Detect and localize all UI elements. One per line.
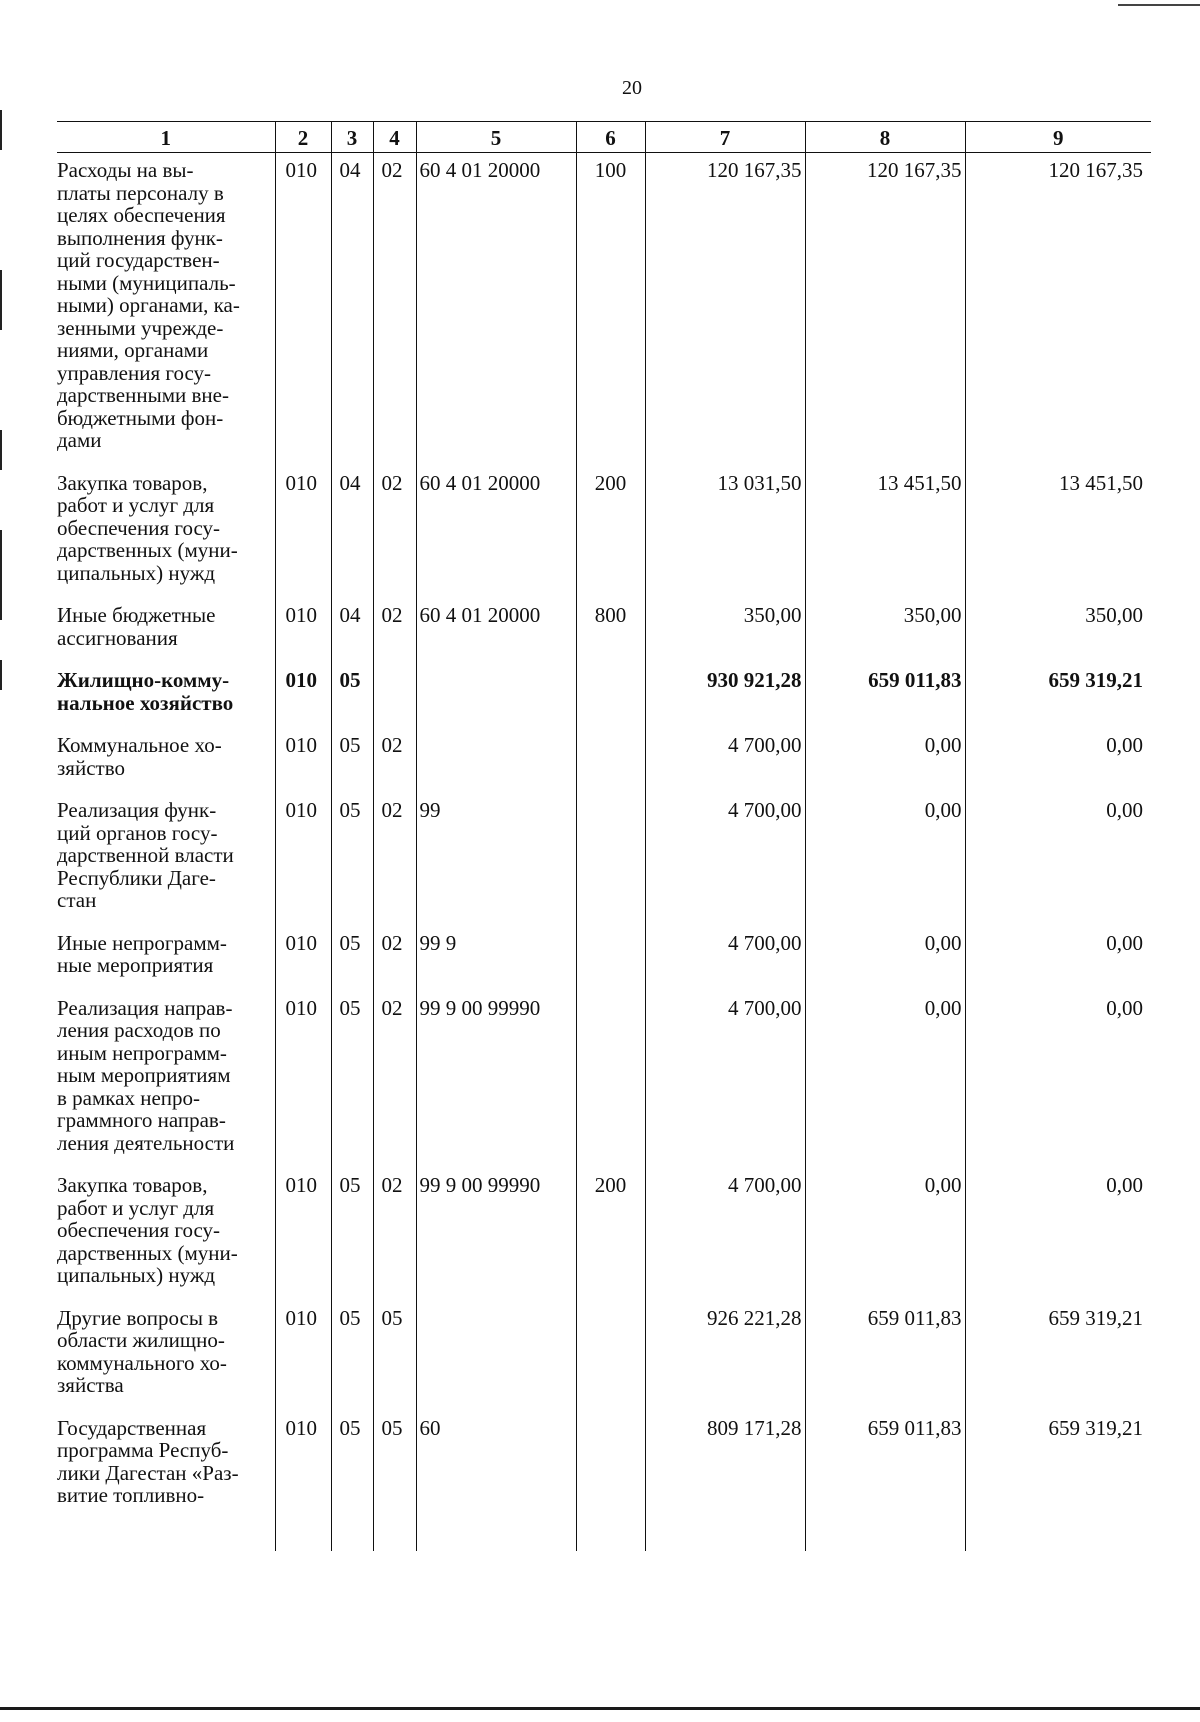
amount-col7: 4 700,00	[645, 793, 805, 926]
subsection-code: 02	[373, 1168, 416, 1301]
budget-table-body	[57, 153, 1151, 1551]
expense-type-code: 800	[576, 598, 645, 663]
page-number: 20	[622, 77, 642, 99]
row-description: Расходы на вы- платы персоналу в целях обеспечения выполнения функ- ций государствен- ными (муниципаль- ными) органами, ка- зенными учрежде- ниями, органами управления госу- дарственными вне- бюджетными фон- дами	[57, 158, 240, 452]
amount-col7: 13 031,50	[645, 466, 805, 599]
amount-col8: 0,00	[805, 926, 965, 991]
amount-col9: 659 319,21	[965, 1301, 1151, 1411]
column-number-header: 1	[57, 122, 275, 153]
row-description: Закупка товаров, работ и услуг для обеспечения госу- дарственных (муни- ципальных) нужд	[57, 470, 238, 585]
section-code: 05	[331, 1301, 373, 1411]
subsection-code	[373, 663, 416, 728]
amount-col7: 930 921,28	[645, 663, 805, 728]
section-code: 05	[331, 1168, 373, 1301]
scan-edge-mark	[0, 110, 2, 150]
table-row	[57, 728, 1151, 793]
subsection-code: 02	[373, 926, 416, 991]
column-number-header: 7	[645, 122, 805, 153]
expense-type-code: 200	[576, 1168, 645, 1301]
column-number-header: 3	[331, 122, 373, 153]
scan-edge-mark	[0, 270, 2, 330]
section-code: 04	[331, 153, 373, 466]
subsection-code: 05	[373, 1301, 416, 1411]
expense-type-code	[576, 728, 645, 793]
column-number-header: 4	[373, 122, 416, 153]
column-number-header: 6	[576, 122, 645, 153]
admin-code: 010	[275, 1411, 331, 1551]
amount-col9: 0,00	[965, 926, 1151, 991]
amount-col8: 350,00	[805, 598, 965, 663]
section-code: 05	[331, 1411, 373, 1551]
expense-type-code	[576, 1411, 645, 1551]
target-article-code: 99	[416, 793, 576, 926]
subsection-code: 05	[373, 1411, 416, 1551]
subsection-code: 02	[373, 153, 416, 466]
amount-col8: 13 451,50	[805, 466, 965, 599]
admin-code: 010	[275, 153, 331, 466]
admin-code: 010	[275, 793, 331, 926]
section-code: 05	[331, 991, 373, 1169]
amount-col8: 120 167,35	[805, 153, 965, 466]
subsection-code: 02	[373, 991, 416, 1169]
column-number-header: 9	[965, 122, 1151, 153]
table-row	[57, 466, 1151, 599]
table-row	[57, 926, 1151, 991]
amount-col7: 809 171,28	[645, 1411, 805, 1551]
row-description: Другие вопросы в области жилищно- коммунального хо- зяйства	[57, 1305, 227, 1397]
table-row	[57, 1411, 1151, 1551]
admin-code: 010	[275, 1168, 331, 1301]
amount-col7: 4 700,00	[645, 991, 805, 1169]
section-code: 05	[331, 728, 373, 793]
amount-col8: 0,00	[805, 793, 965, 926]
expense-type-code: 200	[576, 466, 645, 599]
table-row	[57, 663, 1151, 728]
budget-table	[57, 121, 1151, 1551]
amount-col8: 659 011,83	[805, 1411, 965, 1551]
amount-col9: 120 167,35	[965, 153, 1151, 466]
admin-code: 010	[275, 728, 331, 793]
admin-code: 010	[275, 663, 331, 728]
admin-code: 010	[275, 926, 331, 991]
section-code: 05	[331, 926, 373, 991]
subsection-code: 02	[373, 466, 416, 599]
amount-col7: 4 700,00	[645, 926, 805, 991]
admin-code: 010	[275, 466, 331, 599]
table-row	[57, 1168, 1151, 1301]
target-article-code: 99 9	[416, 926, 576, 991]
table-row	[57, 793, 1151, 926]
scan-edge-mark	[0, 1707, 1200, 1710]
amount-col8: 659 011,83	[805, 663, 965, 728]
amount-col9: 0,00	[965, 991, 1151, 1169]
scan-edge-mark	[0, 660, 2, 690]
amount-col9: 659 319,21	[965, 1411, 1151, 1551]
amount-col9: 0,00	[965, 793, 1151, 926]
target-article-code	[416, 1301, 576, 1411]
column-number-header: 2	[275, 122, 331, 153]
target-article-code	[416, 728, 576, 793]
scan-edge-mark	[0, 430, 2, 470]
row-description: Закупка товаров, работ и услуг для обеспечения госу- дарственных (муни- ципальных) нужд	[57, 1173, 238, 1287]
row-description: Реализация направ- ления расходов по иным непрограмм- ным мероприятиям в рамках непро- граммного направ- ления деятельности	[57, 995, 235, 1155]
admin-code: 010	[275, 598, 331, 663]
target-article-code: 99 9 00 99990	[416, 991, 576, 1169]
table-row	[57, 598, 1151, 663]
target-article-code: 60	[416, 1411, 576, 1551]
expense-type-code	[576, 926, 645, 991]
subsection-code: 02	[373, 598, 416, 663]
amount-col8: 0,00	[805, 728, 965, 793]
table-row	[57, 1301, 1151, 1411]
amount-col9: 659 319,21	[965, 663, 1151, 728]
section-code: 04	[331, 466, 373, 599]
target-article-code: 60 4 01 20000	[416, 153, 576, 466]
expense-type-code	[576, 793, 645, 926]
target-article-code: 60 4 01 20000	[416, 598, 576, 663]
column-number-header: 5	[416, 122, 576, 153]
scan-edge-mark	[0, 530, 2, 620]
row-description: Государственная программа Респуб- лики Дагестан «Раз- витие топливно-	[57, 1415, 239, 1507]
amount-col9: 0,00	[965, 728, 1151, 793]
amount-col8: 659 011,83	[805, 1301, 965, 1411]
row-description: Реализация функ- ций органов госу- дарственной власти Республики Даге- стан	[57, 798, 234, 912]
target-article-code	[416, 663, 576, 728]
section-code: 05	[331, 793, 373, 926]
amount-col7: 4 700,00	[645, 728, 805, 793]
expense-type-code	[576, 1301, 645, 1411]
subsection-code: 02	[373, 728, 416, 793]
table-row	[57, 153, 1151, 466]
amount-col7: 926 221,28	[645, 1301, 805, 1411]
expense-type-code	[576, 991, 645, 1169]
column-number-header-row	[57, 122, 1151, 153]
amount-col7: 4 700,00	[645, 1168, 805, 1301]
admin-code: 010	[275, 1301, 331, 1411]
expense-type-code: 100	[576, 153, 645, 466]
scan-edge-mark	[1118, 4, 1200, 6]
row-description: Жилищно-комму- нальное хозяйство	[57, 668, 234, 715]
target-article-code: 99 9 00 99990	[416, 1168, 576, 1301]
section-code: 05	[331, 663, 373, 728]
amount-col8: 0,00	[805, 1168, 965, 1301]
amount-col9: 13 451,50	[965, 466, 1151, 599]
row-description: Иные бюджетные ассигнования	[57, 603, 216, 650]
column-number-header: 8	[805, 122, 965, 153]
amount-col7: 350,00	[645, 598, 805, 663]
target-article-code: 60 4 01 20000	[416, 466, 576, 599]
amount-col9: 350,00	[965, 598, 1151, 663]
subsection-code: 02	[373, 793, 416, 926]
amount-col7: 120 167,35	[645, 153, 805, 466]
table-row	[57, 991, 1151, 1169]
amount-col8: 0,00	[805, 991, 965, 1169]
admin-code: 010	[275, 991, 331, 1169]
row-description: Иные непрограмм- ные мероприятия	[57, 930, 227, 977]
expense-type-code	[576, 663, 645, 728]
amount-col9: 0,00	[965, 1168, 1151, 1301]
row-description: Коммунальное хо- зяйство	[57, 733, 222, 780]
section-code: 04	[331, 598, 373, 663]
